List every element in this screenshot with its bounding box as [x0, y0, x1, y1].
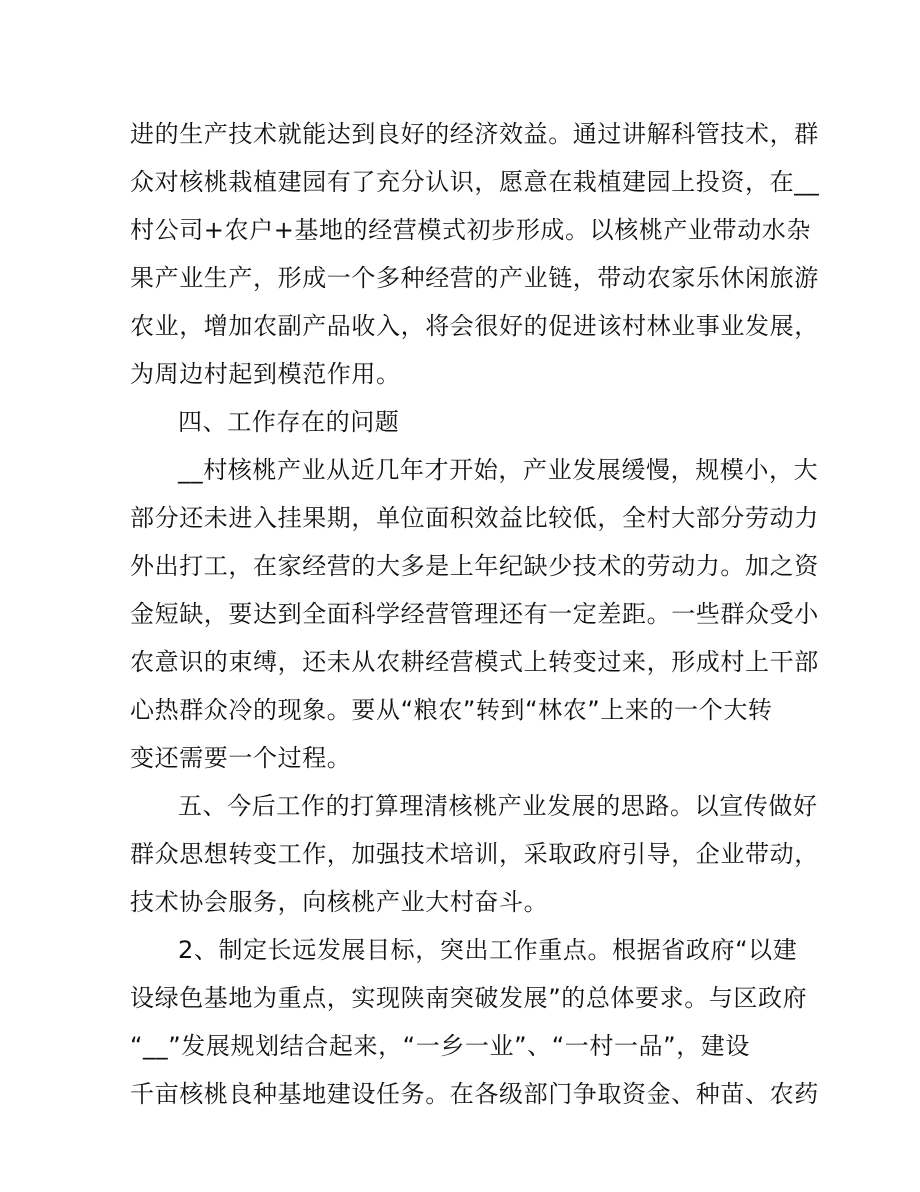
text-line: 果产业生产，形成一个多种经营的产业链，带动农家乐休闲旅游 [130, 264, 819, 292]
text-line: 金短缺，要达到全面科学经营管理还有一定差距。一些群众受小 [130, 600, 819, 628]
text-line: 2、制定长远发展目标，突出工作重点。根据省政府“以建 [178, 936, 798, 964]
text-line: 农业，增加农副产品收入，将会很好的促进该村林业事业发展， [130, 312, 819, 340]
text-line: 设绿色基地为重点，实现陕南突破发展”的总体要求。与区政府 [130, 984, 808, 1012]
section-heading: 五、今后工作的打算理清核桃产业发展的思路。以宣传做好 [178, 792, 818, 820]
text-line: 进的生产技术就能达到良好的经济效益。通过讲解科管技术，群 [130, 120, 819, 148]
text-line: 变还需要一个过程。 [130, 744, 352, 772]
text-line: 技术协会服务，向核桃产业大村奋斗。 [130, 888, 549, 916]
text-line: 村公司+农户+基地的经营模式初步形成。以核桃产业带动水杂 [130, 216, 812, 244]
text-line: 千亩核桃良种基地建设任务。在各级部门争取资金、种苗、农药 [130, 1080, 819, 1108]
text-line: 群众思想转变工作，加强技术培训，采取政府引导，企业带动， [130, 840, 819, 868]
text-line: 为周边村起到模范作用。 [130, 360, 401, 388]
text-line: 农意识的束缚，还未从农耕经营模式上转变过来，形成村上干部 [130, 648, 819, 676]
text-line: 部分还未进入挂果期，单位面积效益比较低，全村大部分劳动力 [130, 504, 819, 532]
text-line: 众对核桃栽植建园有了充分认识，愿意在栽植建园上投资，在__ [130, 168, 820, 196]
text-line: “__”发展规划结合起来，“一乡一业”、“一村一品”，建设 [130, 1032, 750, 1060]
text-line: 心热群众冷的现象。要从“粮农”转到“林农”上来的一个大转 [130, 696, 773, 724]
text-line: 外出打工，在家经营的大多是上年纪缺少技术的劳动力。加之资 [130, 552, 819, 580]
section-heading: 四、工作存在的问题 [178, 408, 400, 436]
text-line: __村核桃产业从近几年才开始，产业发展缓慢，规模小，大 [178, 456, 819, 484]
